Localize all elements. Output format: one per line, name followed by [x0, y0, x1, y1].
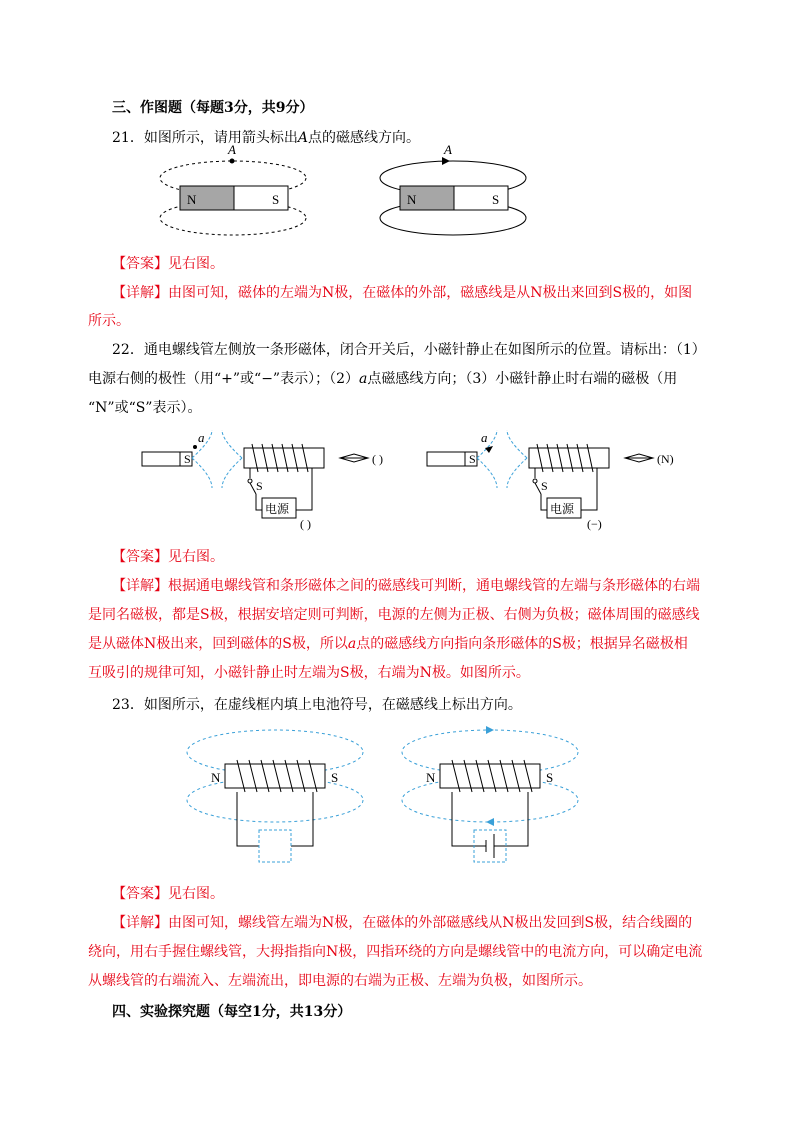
wire [452, 792, 528, 846]
detail-text: 是从磁体N极出来，回到磁体的S极，所以 [88, 636, 348, 652]
arrow-icon [486, 726, 494, 734]
figure-q21-right [380, 142, 526, 235]
detail-22-line3 [88, 634, 688, 654]
question-text: 电源右侧的极性（用“+”或“−”表示）；（2） [88, 371, 359, 387]
point-a-label: a [481, 430, 488, 445]
figure-q22-left [142, 430, 383, 531]
switch-contact [533, 479, 537, 483]
detail-22-line1: 【详解】根据通电螺线管和条形磁体之间的磁感线可判断，通电螺线管的左端与条形磁体的右端 [112, 578, 700, 594]
figure-q21-left [160, 142, 306, 235]
question-text: 点磁感线方向；（3）小磁针静止时右端的磁极（用 [367, 371, 678, 387]
question-23 [112, 695, 522, 715]
point-a-label: a [198, 430, 205, 445]
question-text: 点的磁感线方向。 [307, 130, 420, 146]
question-21 [112, 128, 420, 148]
field-line [477, 458, 497, 488]
pole-s-label: S [492, 192, 500, 207]
figure-q23-left [187, 730, 363, 862]
switch-label: S [541, 479, 548, 493]
switch-contact [248, 479, 252, 483]
pole-n-label: N [211, 770, 221, 785]
needle-pole-answer: (N) [657, 452, 674, 466]
magnet-s-half [454, 186, 508, 210]
question-text: 通电螺线管左侧放一条形磁体，闭合开关后，小磁针静止在如图所示的位置。请标出：（1） [143, 342, 706, 358]
section-title: 三、作图题（每题3分，共9分） [112, 100, 314, 116]
wire [541, 494, 547, 510]
question-text: 如图所示，请用箭头标出 [143, 130, 298, 146]
field-line [507, 430, 527, 458]
wire [237, 792, 313, 846]
point-a-dot [230, 159, 235, 164]
question-number: 23． [112, 697, 144, 713]
point-a-label: A [444, 142, 452, 157]
point-label: a [347, 636, 357, 652]
pole-n-label: N [187, 192, 197, 207]
pole-n-label: N [426, 770, 436, 785]
figure-q22 [140, 430, 700, 530]
point-label: a [359, 371, 368, 387]
power-source-label: 电源 [550, 502, 575, 516]
question-text: 如图所示，在虚线框内填上电池符号，在磁感线上标出方向。 [143, 697, 522, 713]
power-source-label: 电源 [265, 502, 290, 516]
arrow-icon [442, 157, 450, 165]
pole-s-label: S [331, 770, 339, 785]
detail-21-line2: 所示。 [88, 313, 130, 329]
detail-21-line1: 【详解】由图可知，磁体的左端为N极，在磁体的外部，磁感线是从N极出来回到S极的，如图 [112, 285, 693, 301]
wire [256, 494, 262, 510]
magnet-pole-label: S [184, 452, 191, 466]
detail-23-line2: 绕向，用右手握住螺线管，大拇指指向N极，四指环绕的方向是螺线管中的电流方向，可以确定电流 [88, 944, 703, 960]
field-line [507, 458, 527, 488]
point-a-label: A [228, 142, 236, 157]
detail-23-line1: 【详解】由图可知，螺线管左端为N极，在磁体的外部磁感线从N极出发回到S极，结合线圈的 [112, 915, 693, 931]
needle-pole-blank: ( ) [372, 452, 383, 466]
question-number: 22． [112, 342, 144, 358]
magnet-pole-label: S [469, 452, 476, 466]
question-number: 21． [112, 130, 144, 146]
answer-22: 【答案】见右图。 [112, 549, 224, 565]
detail-text: 点的磁感线方向指向条形磁体的S极；根据异名磁极相 [356, 636, 688, 652]
figure-q21 [160, 142, 700, 242]
answer-23: 【答案】见右图。 [112, 886, 224, 902]
arrow-icon [486, 818, 494, 826]
answer-21: 【答案】见右图。 [112, 256, 224, 272]
field-line [222, 430, 242, 458]
figure-q23 [185, 722, 605, 872]
point-a-dot [193, 445, 197, 449]
question-22-line2 [88, 369, 677, 389]
switch-label: S [256, 479, 263, 493]
question-22-line1 [112, 340, 706, 360]
detail-23-line3: 从螺线管的右端流入、左端流出，即电源的右端为正极、左端为负极，如图所示。 [88, 973, 592, 989]
question-22-line3: “N”或“S”表示）。 [88, 400, 202, 416]
figure-q23-right [402, 726, 578, 862]
pole-s-label: S [272, 192, 280, 207]
magnet-s-half [234, 186, 288, 210]
source-polarity-answer: (−) [587, 517, 602, 531]
battery-box-empty [259, 830, 291, 862]
section-title: 四、实验探究题（每空1分，共13分） [112, 1004, 352, 1020]
detail-22-line2: 是同名磁极，都是S极，根据安培定则可判断，电源的左侧为正极、右侧为负极；磁体周围的磁感线 [88, 607, 700, 623]
arrow-icon [485, 446, 493, 453]
pole-s-label: S [546, 770, 554, 785]
figure-q22-right [427, 430, 674, 531]
source-polarity-blank: ( ) [300, 517, 311, 531]
field-line [192, 458, 212, 488]
field-line [222, 458, 242, 488]
detail-22-line4: 互吸引的规律可知，小磁针静止时左端为S极，右端为N极。如图所示。 [88, 665, 530, 681]
pole-n-label: N [407, 192, 417, 207]
point-label: A [297, 130, 308, 146]
